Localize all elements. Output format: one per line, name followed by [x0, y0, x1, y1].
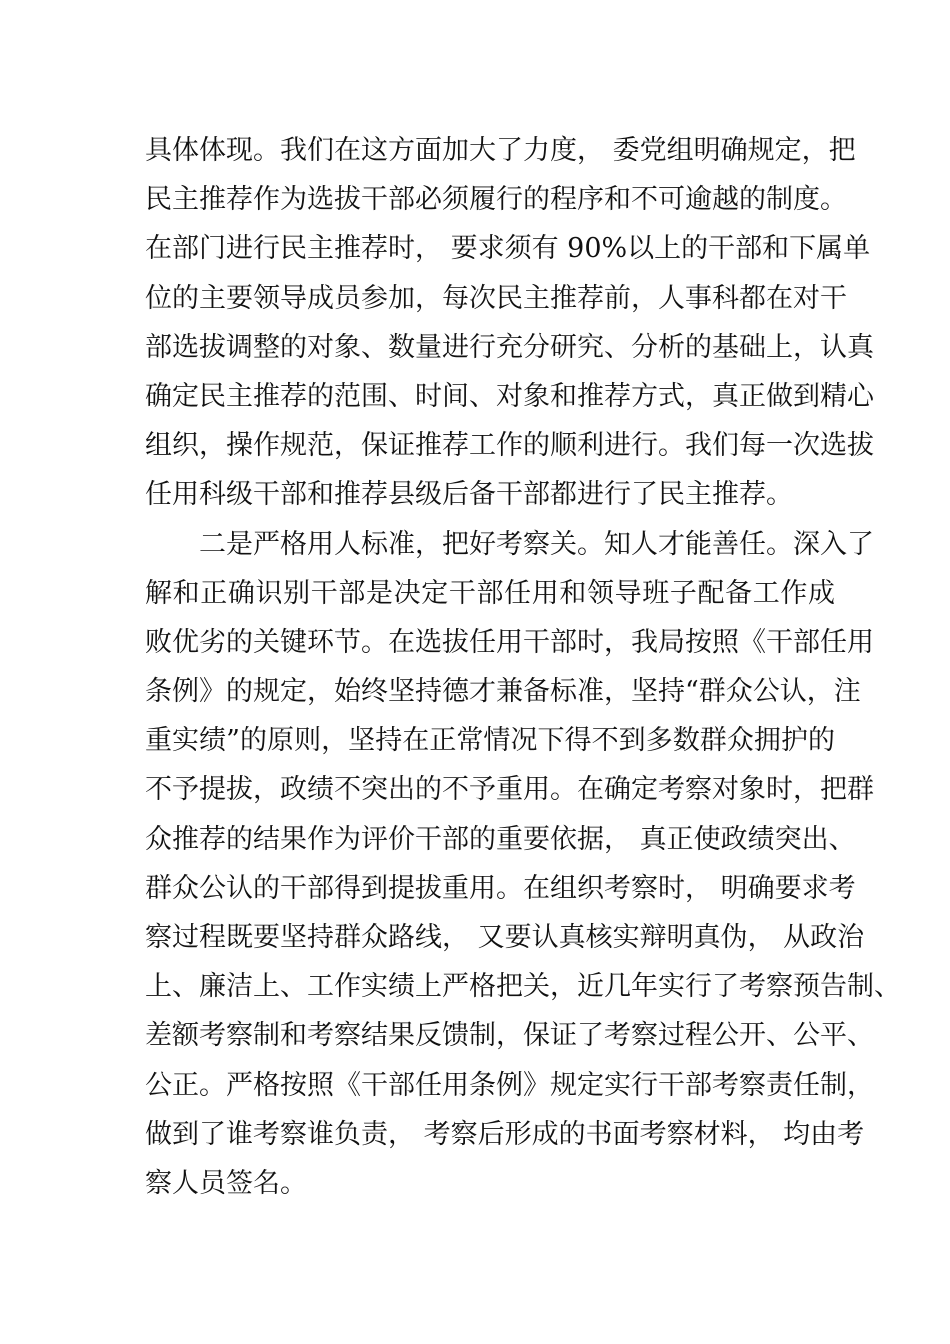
text-line: 民主推荐作为选拔干部必须履行的程序和不可逾越的制度。 [145, 184, 847, 216]
text-line: 组织，操作规范，保证推荐工作的顺利进行。我们每一次选拔 [145, 430, 874, 462]
paragraph-start-line: 二是严格用人标准，把好考察关。知人才能善任。深入了 [199, 528, 874, 560]
text-line: 解和正确识别干部是决定干部任用和领导班子配备工作成 [145, 577, 835, 609]
body-text [145, 126, 901, 1208]
text-line: 部选拔调整的对象、数量进行充分研究、分析的基础上，认真 [145, 331, 874, 363]
text-line: 差额考察制和考察结果反馈制，保证了考察过程公开、公平、 [145, 1020, 874, 1052]
text-line: 察过程既要坚持群众路线， 又要认真核实辩明真伪， 从政治 [145, 922, 865, 953]
text-line: 败优劣的关键环节。在选拔任用干部时，我局按照《干部任用 [145, 626, 874, 658]
text-line: 众推荐的结果作为评价干部的重要依据， 真正使政绩突出、 [145, 823, 856, 855]
text-line: 条例》的规定，始终坚持德才兼备标准，坚持“群众公认，注 [145, 676, 861, 708]
text-line: 察人员签名。 [145, 1167, 307, 1199]
text-line: 上、廉洁上、工作实绩上严格把关，近几年实行了考察预告制、 [145, 971, 901, 1003]
text-line: 具体体现。我们在这方面加大了力度， 委党组明确规定，把 [145, 135, 856, 166]
text-line: 群众公认的干部得到提拔重用。在组织考察时， 明确要求考 [145, 872, 856, 904]
text-line: 重实绩”的原则，坚持在正常情况下得不到多数群众拥护的 [145, 725, 835, 757]
text-line: 任用科级干部和推荐县级后备干部都进行了民主推荐。 [145, 479, 793, 511]
text-line: 在部门进行民主推荐时， 要求须有 90%以上的干部和下属单 [145, 233, 871, 265]
text-line: 公正。严格按照《干部任用条例》规定实行干部考察责任制， [145, 1069, 874, 1101]
text-line: 位的主要领导成员参加，每次民主推荐前，人事科都在对干 [145, 282, 847, 314]
text-line: 确定民主推荐的范围、时间、对象和推荐方式，真正做到精心 [145, 380, 874, 412]
text-line: 不予提拔，政绩不突出的不予重用。在确定考察对象时，把群 [145, 774, 874, 806]
text-line: 做到了谁考察谁负责， 考察后形成的书面考察材料， 均由考 [145, 1118, 865, 1150]
